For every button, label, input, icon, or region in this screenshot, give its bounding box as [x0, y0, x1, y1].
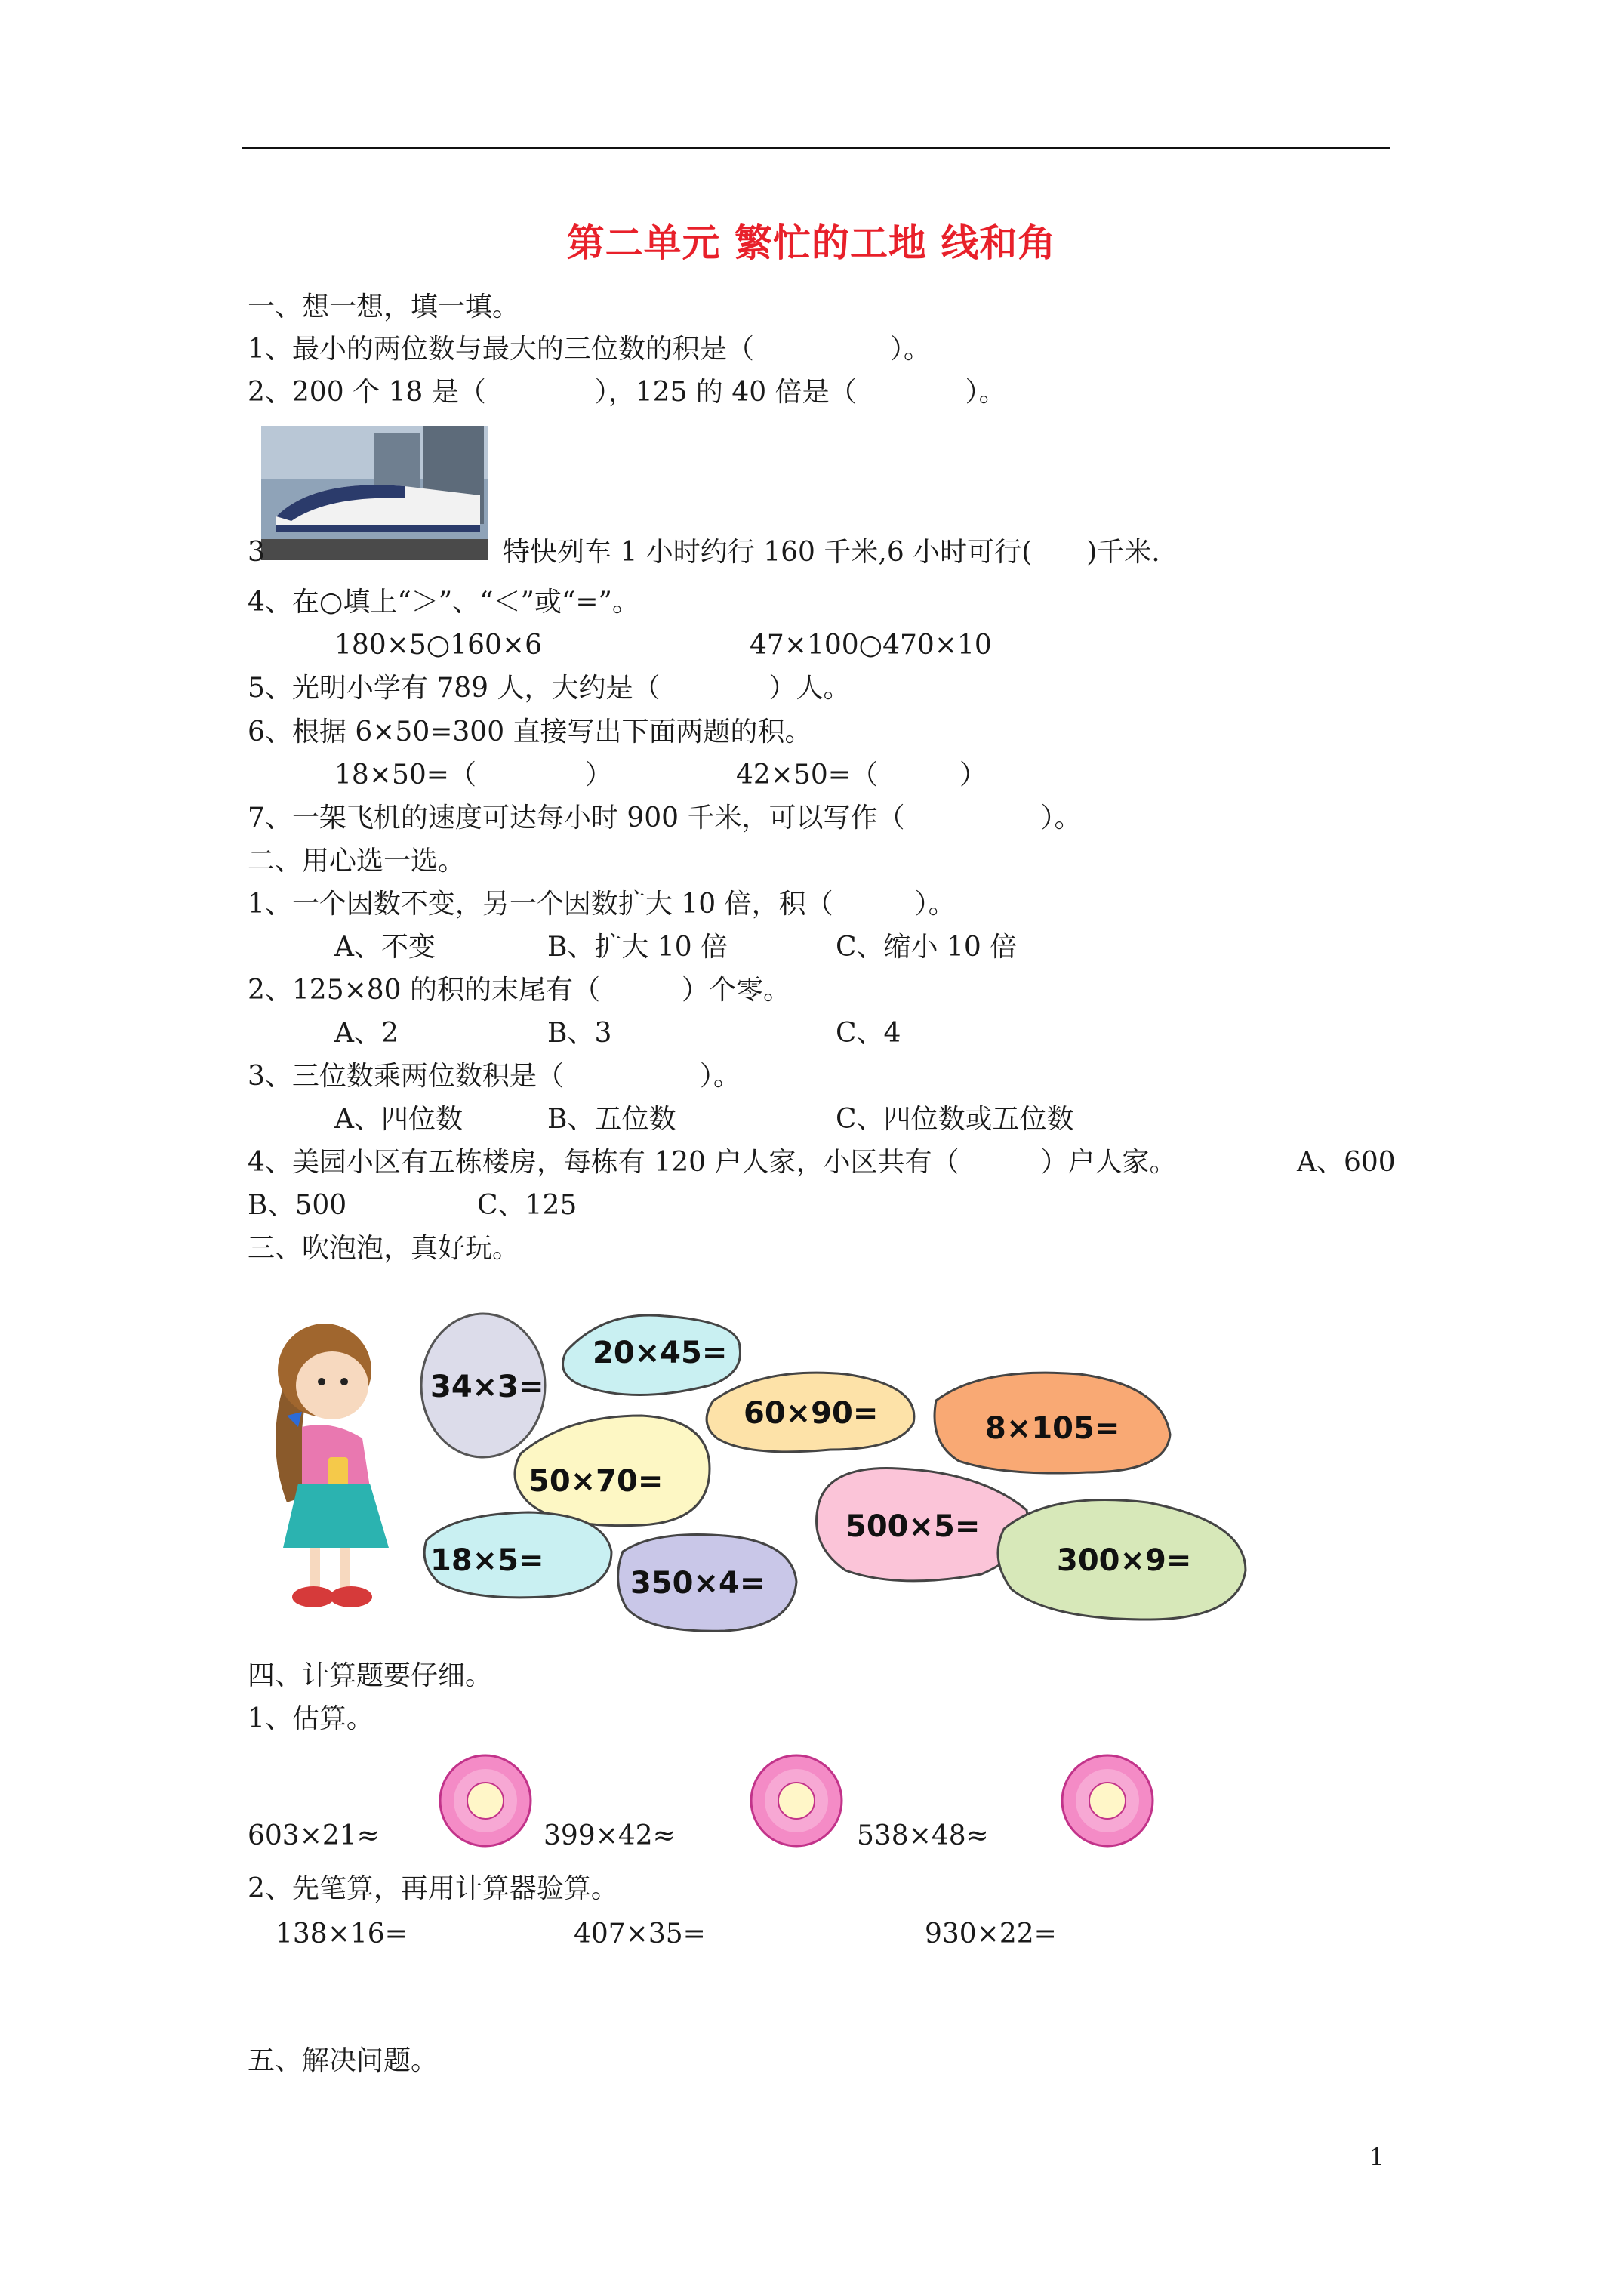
question-1-6: 6、根据 6×50=300 直接写出下面两题的积。 — [248, 717, 812, 747]
question-2-3: 3、三位数乘两位数积是（ ）。 — [248, 1061, 741, 1092]
question-4-1: 1、估算。 — [248, 1703, 374, 1734]
question-1-5: 5、光明小学有 789 人，大约是（ ）人。 — [248, 673, 851, 704]
flower-icon — [436, 1752, 534, 1850]
question-2-1: 1、一个因数不变，另一个因数扩大 10 倍，积（ ）。 — [248, 889, 956, 920]
section-3-heading: 三、吹泡泡，真好玩。 — [248, 1233, 520, 1264]
question-1-7: 7、一架飞机的速度可达每小时 900 千米，可以写作（ ）。 — [248, 803, 1082, 834]
bubble-label: 350×4= — [630, 1566, 765, 1601]
option-2-4-c: C、125 — [477, 1190, 577, 1221]
bubbles-figure — [408, 1310, 1276, 1642]
product-b: 42×50=（ ） — [736, 760, 987, 791]
product-a: 18×50=（ ） — [334, 760, 612, 791]
bubble-20x45 — [563, 1315, 741, 1395]
bubble-label: 18×5= — [430, 1543, 544, 1578]
calc-b: 407×35= — [574, 1918, 706, 1949]
bubble-label: 8×105= — [985, 1411, 1120, 1446]
estimate-a: 603×21≈ — [248, 1820, 380, 1851]
option-2-3-a: A、四位数 — [334, 1104, 463, 1135]
bubble-500x5 — [817, 1469, 1028, 1581]
compare-b: 47×100○470×10 — [750, 630, 992, 661]
bubble-label: 34×3= — [430, 1370, 544, 1404]
train-photo — [261, 426, 488, 560]
page-number: 1 — [1369, 2143, 1384, 2171]
bubble-label: 20×45= — [593, 1336, 728, 1370]
calc-a: 138×16= — [276, 1918, 408, 1949]
estimate-b: 399×42≈ — [544, 1820, 676, 1851]
question-2-2: 2、125×80 的积的末尾有（ ）个零。 — [248, 975, 791, 1006]
bubble-label: 50×70= — [528, 1464, 664, 1499]
bubble-350x4 — [618, 1535, 796, 1632]
section-4-heading: 四、计算题要仔细。 — [248, 1660, 493, 1691]
girl-illustration — [257, 1306, 400, 1623]
question-1-1: 1、最小的两位数与最大的三位数的积是（ ）。 — [248, 334, 931, 365]
flower-icon — [747, 1752, 845, 1850]
option-2-1-c: C、缩小 10 倍 — [836, 932, 1018, 963]
section-2-heading: 二、用心选一选。 — [248, 846, 466, 877]
bubble-60x90 — [707, 1373, 914, 1452]
estimate-c: 538×48≈ — [857, 1820, 989, 1851]
question-4-2: 2、先笔算，再用计算器验算。 — [248, 1873, 618, 1904]
header-rule — [242, 147, 1390, 149]
calc-c: 930×22= — [925, 1918, 1057, 1949]
bubble-label: 60×90= — [744, 1396, 879, 1431]
question-1-3: 特快列车 1 小时约行 160 千米,6 小时可行( )千米. — [503, 537, 1160, 568]
question-1-4: 4、在○填上“＞”、“＜”或“=”。 — [248, 587, 639, 618]
flower-icon — [1058, 1752, 1156, 1850]
option-2-3-b: B、五位数 — [547, 1104, 676, 1135]
question-2-4: 4、美园小区有五栋楼房，每栋有 120 户人家，小区共有（ ）户人家。 — [248, 1147, 1177, 1178]
bubble-8x105 — [935, 1373, 1170, 1473]
option-2-2-a: A、2 — [334, 1018, 399, 1049]
question-1-2: 2、200 个 18 是（ ），125 的 40 倍是（ ）。 — [248, 377, 1006, 408]
section-1-heading: 一、想一想，填一填。 — [248, 291, 520, 322]
option-2-1-b: B、扩大 10 倍 — [547, 932, 728, 963]
page-title: 第二单元 繁忙的工地 线和角 — [566, 220, 1057, 265]
question-1-3-number: 3 — [248, 537, 265, 568]
bubble-18x5 — [424, 1512, 611, 1598]
option-2-4-a: A、600 — [1297, 1147, 1396, 1178]
bubble-50x70 — [515, 1416, 710, 1526]
bubble-300x9 — [998, 1500, 1246, 1620]
option-2-4-b: B、500 — [248, 1190, 347, 1221]
bubble-34x3 — [421, 1314, 545, 1457]
bubble-label: 500×5= — [845, 1509, 981, 1544]
compare-a: 180×5○160×6 — [334, 630, 542, 661]
section-5-heading: 五、解决问题。 — [248, 2045, 439, 2076]
option-2-1-a: A、不变 — [334, 932, 436, 963]
option-2-3-c: C、四位数或五位数 — [836, 1104, 1074, 1135]
bubble-label: 300×9= — [1057, 1543, 1192, 1578]
option-2-2-c: C、4 — [836, 1018, 901, 1049]
option-2-2-b: B、3 — [547, 1018, 612, 1049]
